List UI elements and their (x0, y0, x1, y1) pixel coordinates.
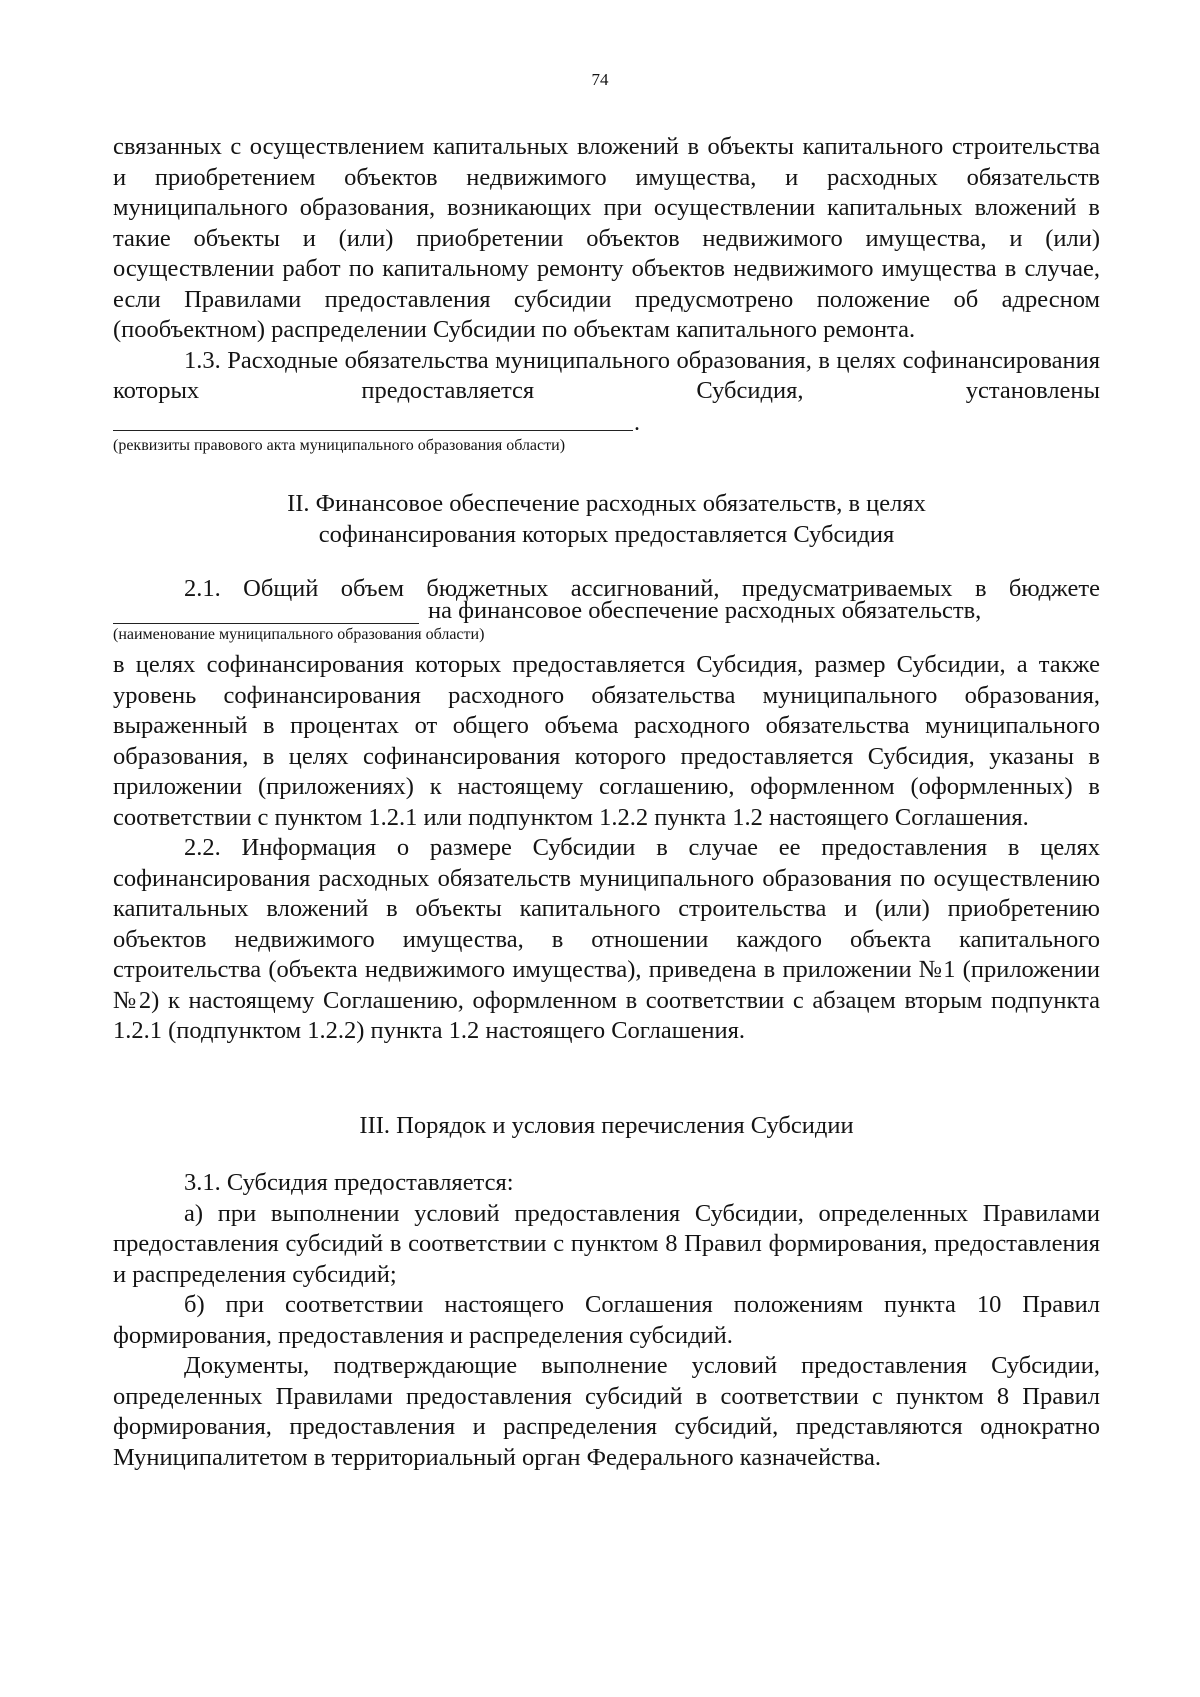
paragraph-2-1-line-2: на финансовое обеспечение расходных обязательств, (428, 597, 982, 624)
municipality-name-caption: (наименование муниципального образования области) (113, 626, 485, 643)
section-3-body (113, 1168, 1100, 1473)
paragraph-3-1: 3.1. Субсидия предоставляется: (184, 1169, 514, 1196)
section-3-heading: III. Порядок и условия перечисления Субсидии (359, 1112, 854, 1139)
page-number: 74 (591, 70, 609, 89)
legal-act-blank-line (113, 430, 633, 431)
paragraph-2-1-line-1: 2.1. Общий объем бюджетных ассигнований, предусматриваемых в бюджете (184, 575, 1100, 602)
section-2-heading-line-1: II. Финансовое обеспечение расходных обязательств, в целях (287, 490, 926, 517)
paragraph-1-3: 1.3. Расходные обязательства муниципального образования, в целях софинансирования которых предоставляется Субсидия, установлены (113, 346, 1100, 404)
paragraph-2-2: 2.2. Информация о размере Субсидии в случае ее предоставления в целях софинансирования расходных обязательств муниципального образования по осуществлению капитальных вложений в объекты капитального строительства и (или) приобретению объектов недвижимого имущества, в отношении каждого объекта капитального строительства (объекта недвижимого имущества), приведена в приложении №1 (приложении №2) к настоящему Соглашению, оформленном в соответствии с абзацем вторым подпункта 1.2.1 (подпунктом 1.2.2) пункта 1.2 настоящего Соглашения. (113, 834, 1100, 1044)
paragraph-3-1-a: а) при выполнении условий предоставления Субсидии, определенных Правилами предоставления субсидий в соответствии с пунктом 8 Правил формирования, предоставления и распределения субсидий; (113, 1199, 1100, 1288)
paragraph-3-1-b: б) при соответствии настоящего Соглашения положениям пункта 10 Правил формирования, предоставления и распределения субсидий. (113, 1291, 1100, 1349)
paragraph-3-1-documents: Документы, подтверждающие выполнение условий предоставления Субсидии, определенных Правилами предоставления субсидий в соответствии с пунктом 8 Правил формирования, предоставления и распределения субсидий, представляются однократно Муниципалитетом в территориальный орган Федерального казначейства. (113, 1352, 1100, 1471)
paragraph-continuation (113, 132, 1100, 407)
section-2-heading-line-2: софинансирования которых предоставляется Субсидия (318, 521, 895, 548)
section-2-heading (113, 488, 1100, 550)
legal-act-caption: (реквизиты правового акта муниципального образования области) (113, 437, 566, 454)
paragraph-1-2-end: связанных с осуществлением капитальных вложений в объекты капитального строительства и приобретением объектов недвижимого имущества, и расходных обязательств муниципального образования, возникающих при осуществлении капитальных вложений в такие объекты и (или) приобретении объектов недвижимого имущества, и (или) осуществлении работ по капитальному ремонту объектов недвижимого имущества в случае, если Правилами предоставления субсидии предусмотрено положение об адресном (пообъектном) распределении Субсидии по объектам капитального ремонта. (113, 133, 1100, 343)
municipality-name-blank-line (113, 623, 419, 624)
paragraph-2-1-rest-block (113, 650, 1100, 1047)
paragraph-2-1-rest: в целях софинансирования которых предоставляется Субсидия, размер Субсидии, а также уровень софинансирования расходного обязательства муниципального образования, выраженный в процентах от общего объема расходного обязательства муниципального образования, в целях софинансирования которого предоставляется Субсидия, указаны в приложении (приложениях) к настоящему соглашению, оформленном (оформленных) в соответствии с пунктом 1.2.1 или подпунктом 1.2.2 пункта 1.2 настоящего Соглашения. (113, 651, 1100, 831)
blank-line-period: . (634, 410, 640, 436)
